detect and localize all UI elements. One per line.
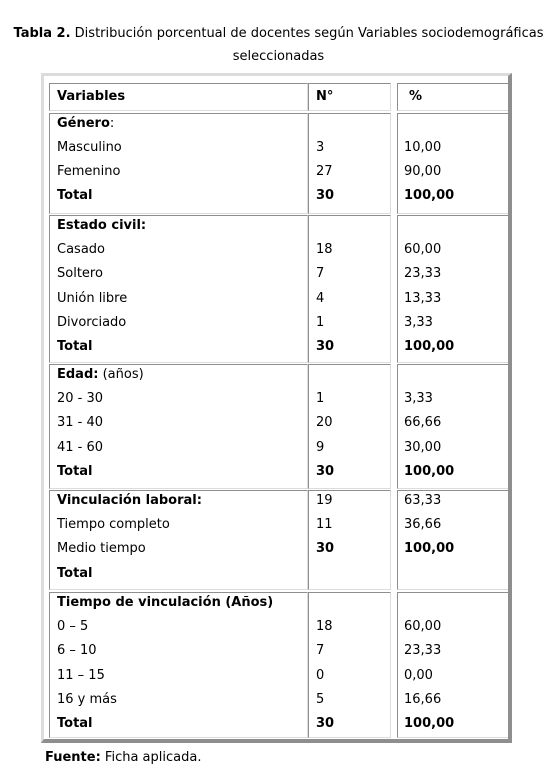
row-label: Masculino bbox=[57, 140, 122, 155]
group-title: Género: bbox=[57, 116, 115, 131]
row-pct-total: 100,00 bbox=[404, 464, 455, 479]
row-n-total: 30 bbox=[316, 541, 335, 556]
group-tiempo-vinculacion-n-cell bbox=[308, 592, 391, 738]
row-n: 27 bbox=[316, 164, 333, 179]
group-genero-pct-cell bbox=[397, 113, 510, 214]
row-n: 3 bbox=[316, 140, 325, 155]
row-label: 16 y más bbox=[57, 692, 117, 707]
row-label: 11 – 15 bbox=[57, 668, 105, 683]
row-label-total: Total bbox=[57, 566, 93, 581]
group-edad-n-cell bbox=[308, 364, 391, 489]
row-pct: 66,66 bbox=[404, 415, 442, 430]
row-pct-total: 100,00 bbox=[404, 716, 455, 731]
row-label: Soltero bbox=[57, 266, 103, 281]
row-pct: 90,00 bbox=[404, 164, 442, 179]
header-n: N° bbox=[316, 89, 334, 104]
row-n: 7 bbox=[316, 643, 325, 658]
row-pct: 3,33 bbox=[404, 315, 433, 330]
group-genero-n-cell bbox=[308, 113, 391, 214]
row-n: 9 bbox=[316, 440, 325, 455]
group-tiempo-vinculacion-variables-cell bbox=[49, 592, 308, 738]
header-cell-n bbox=[308, 83, 391, 111]
row-label: Femenino bbox=[57, 164, 121, 179]
row-label: Tiempo completo bbox=[57, 517, 170, 532]
group-genero-variables-cell bbox=[49, 113, 308, 214]
row-pct: 13,33 bbox=[404, 291, 442, 306]
header-variables: Variables bbox=[57, 89, 126, 104]
row-n: 1 bbox=[316, 391, 325, 406]
group-title: Vinculación laboral: bbox=[57, 493, 202, 508]
row-n: 0 bbox=[316, 668, 325, 683]
table-caption bbox=[0, 22, 557, 68]
row-n-total: 30 bbox=[316, 716, 335, 731]
row-n: 11 bbox=[316, 517, 333, 532]
row-pct: 10,00 bbox=[404, 140, 442, 155]
row-n: 20 bbox=[316, 415, 333, 430]
row-pct-total: 100,00 bbox=[404, 339, 455, 354]
group-tiempo-vinculacion-pct-cell bbox=[397, 592, 510, 738]
row-pct: 60,00 bbox=[404, 619, 442, 634]
row-label: Divorciado bbox=[57, 315, 127, 330]
row-n: 4 bbox=[316, 291, 325, 306]
data-table bbox=[41, 73, 512, 743]
group-title: Edad: (años) bbox=[57, 367, 144, 382]
footer-label: Fuente: bbox=[45, 750, 101, 765]
row-label: Unión libre bbox=[57, 291, 128, 306]
row-label-total: Total bbox=[57, 464, 93, 479]
group-edad-variables-cell bbox=[49, 364, 308, 489]
row-pct: 0,00 bbox=[404, 668, 433, 683]
row-pct: 16,66 bbox=[404, 692, 442, 707]
row-pct: 23,33 bbox=[404, 643, 442, 658]
row-pct: 23,33 bbox=[404, 266, 442, 281]
footer-text: Ficha aplicada. bbox=[100, 750, 202, 765]
header-cell-variables bbox=[49, 83, 308, 111]
row-pct: 3,33 bbox=[404, 391, 433, 406]
row-label-total: Total bbox=[57, 339, 93, 354]
row-n: 18 bbox=[316, 619, 333, 634]
row-n-total: 30 bbox=[316, 339, 335, 354]
row-label: 0 – 5 bbox=[57, 619, 89, 634]
row-n: 19 bbox=[316, 493, 333, 508]
row-label-total: Total bbox=[57, 716, 93, 731]
row-pct-total: 100,00 bbox=[404, 541, 455, 556]
row-n: 7 bbox=[316, 266, 325, 281]
row-label: Casado bbox=[57, 242, 105, 257]
row-pct: 36,66 bbox=[404, 517, 442, 532]
group-vinculacion-laboral-pct-cell bbox=[397, 490, 510, 590]
table-source-note bbox=[45, 748, 201, 768]
row-pct-total: 100,00 bbox=[404, 188, 455, 203]
group-estado-civil-n-cell bbox=[308, 215, 391, 363]
row-pct: 63,33 bbox=[404, 493, 442, 508]
row-n: 1 bbox=[316, 315, 325, 330]
row-n: 18 bbox=[316, 242, 333, 257]
row-label: 20 - 30 bbox=[57, 391, 104, 406]
row-label: Medio tiempo bbox=[57, 541, 146, 556]
group-title: Estado civil: bbox=[57, 218, 147, 233]
row-label: 6 – 10 bbox=[57, 643, 97, 658]
group-estado-civil-variables-cell bbox=[49, 215, 308, 363]
row-n-total: 30 bbox=[316, 464, 335, 479]
row-label-total: Total bbox=[57, 188, 93, 203]
group-vinculacion-laboral-n-cell bbox=[308, 490, 391, 590]
header-pct: % bbox=[409, 89, 423, 104]
row-pct: 30,00 bbox=[404, 440, 442, 455]
caption-text-line2: seleccionadas bbox=[232, 49, 325, 64]
row-n-total: 30 bbox=[316, 188, 335, 203]
caption-text: Distribución porcentual de docentes según Variables sociodemográficas bbox=[74, 26, 544, 41]
row-label: 41 - 60 bbox=[57, 440, 104, 455]
group-edad-pct-cell bbox=[397, 364, 510, 489]
header-cell-pct bbox=[397, 83, 510, 111]
group-title: Tiempo de vinculación (Años) bbox=[57, 595, 274, 610]
group-vinculacion-laboral-variables-cell bbox=[49, 490, 308, 590]
row-n: 5 bbox=[316, 692, 325, 707]
row-label: 31 - 40 bbox=[57, 415, 104, 430]
caption-label: Tabla 2. bbox=[13, 26, 71, 41]
group-estado-civil-pct-cell bbox=[397, 215, 510, 363]
row-pct: 60,00 bbox=[404, 242, 442, 257]
